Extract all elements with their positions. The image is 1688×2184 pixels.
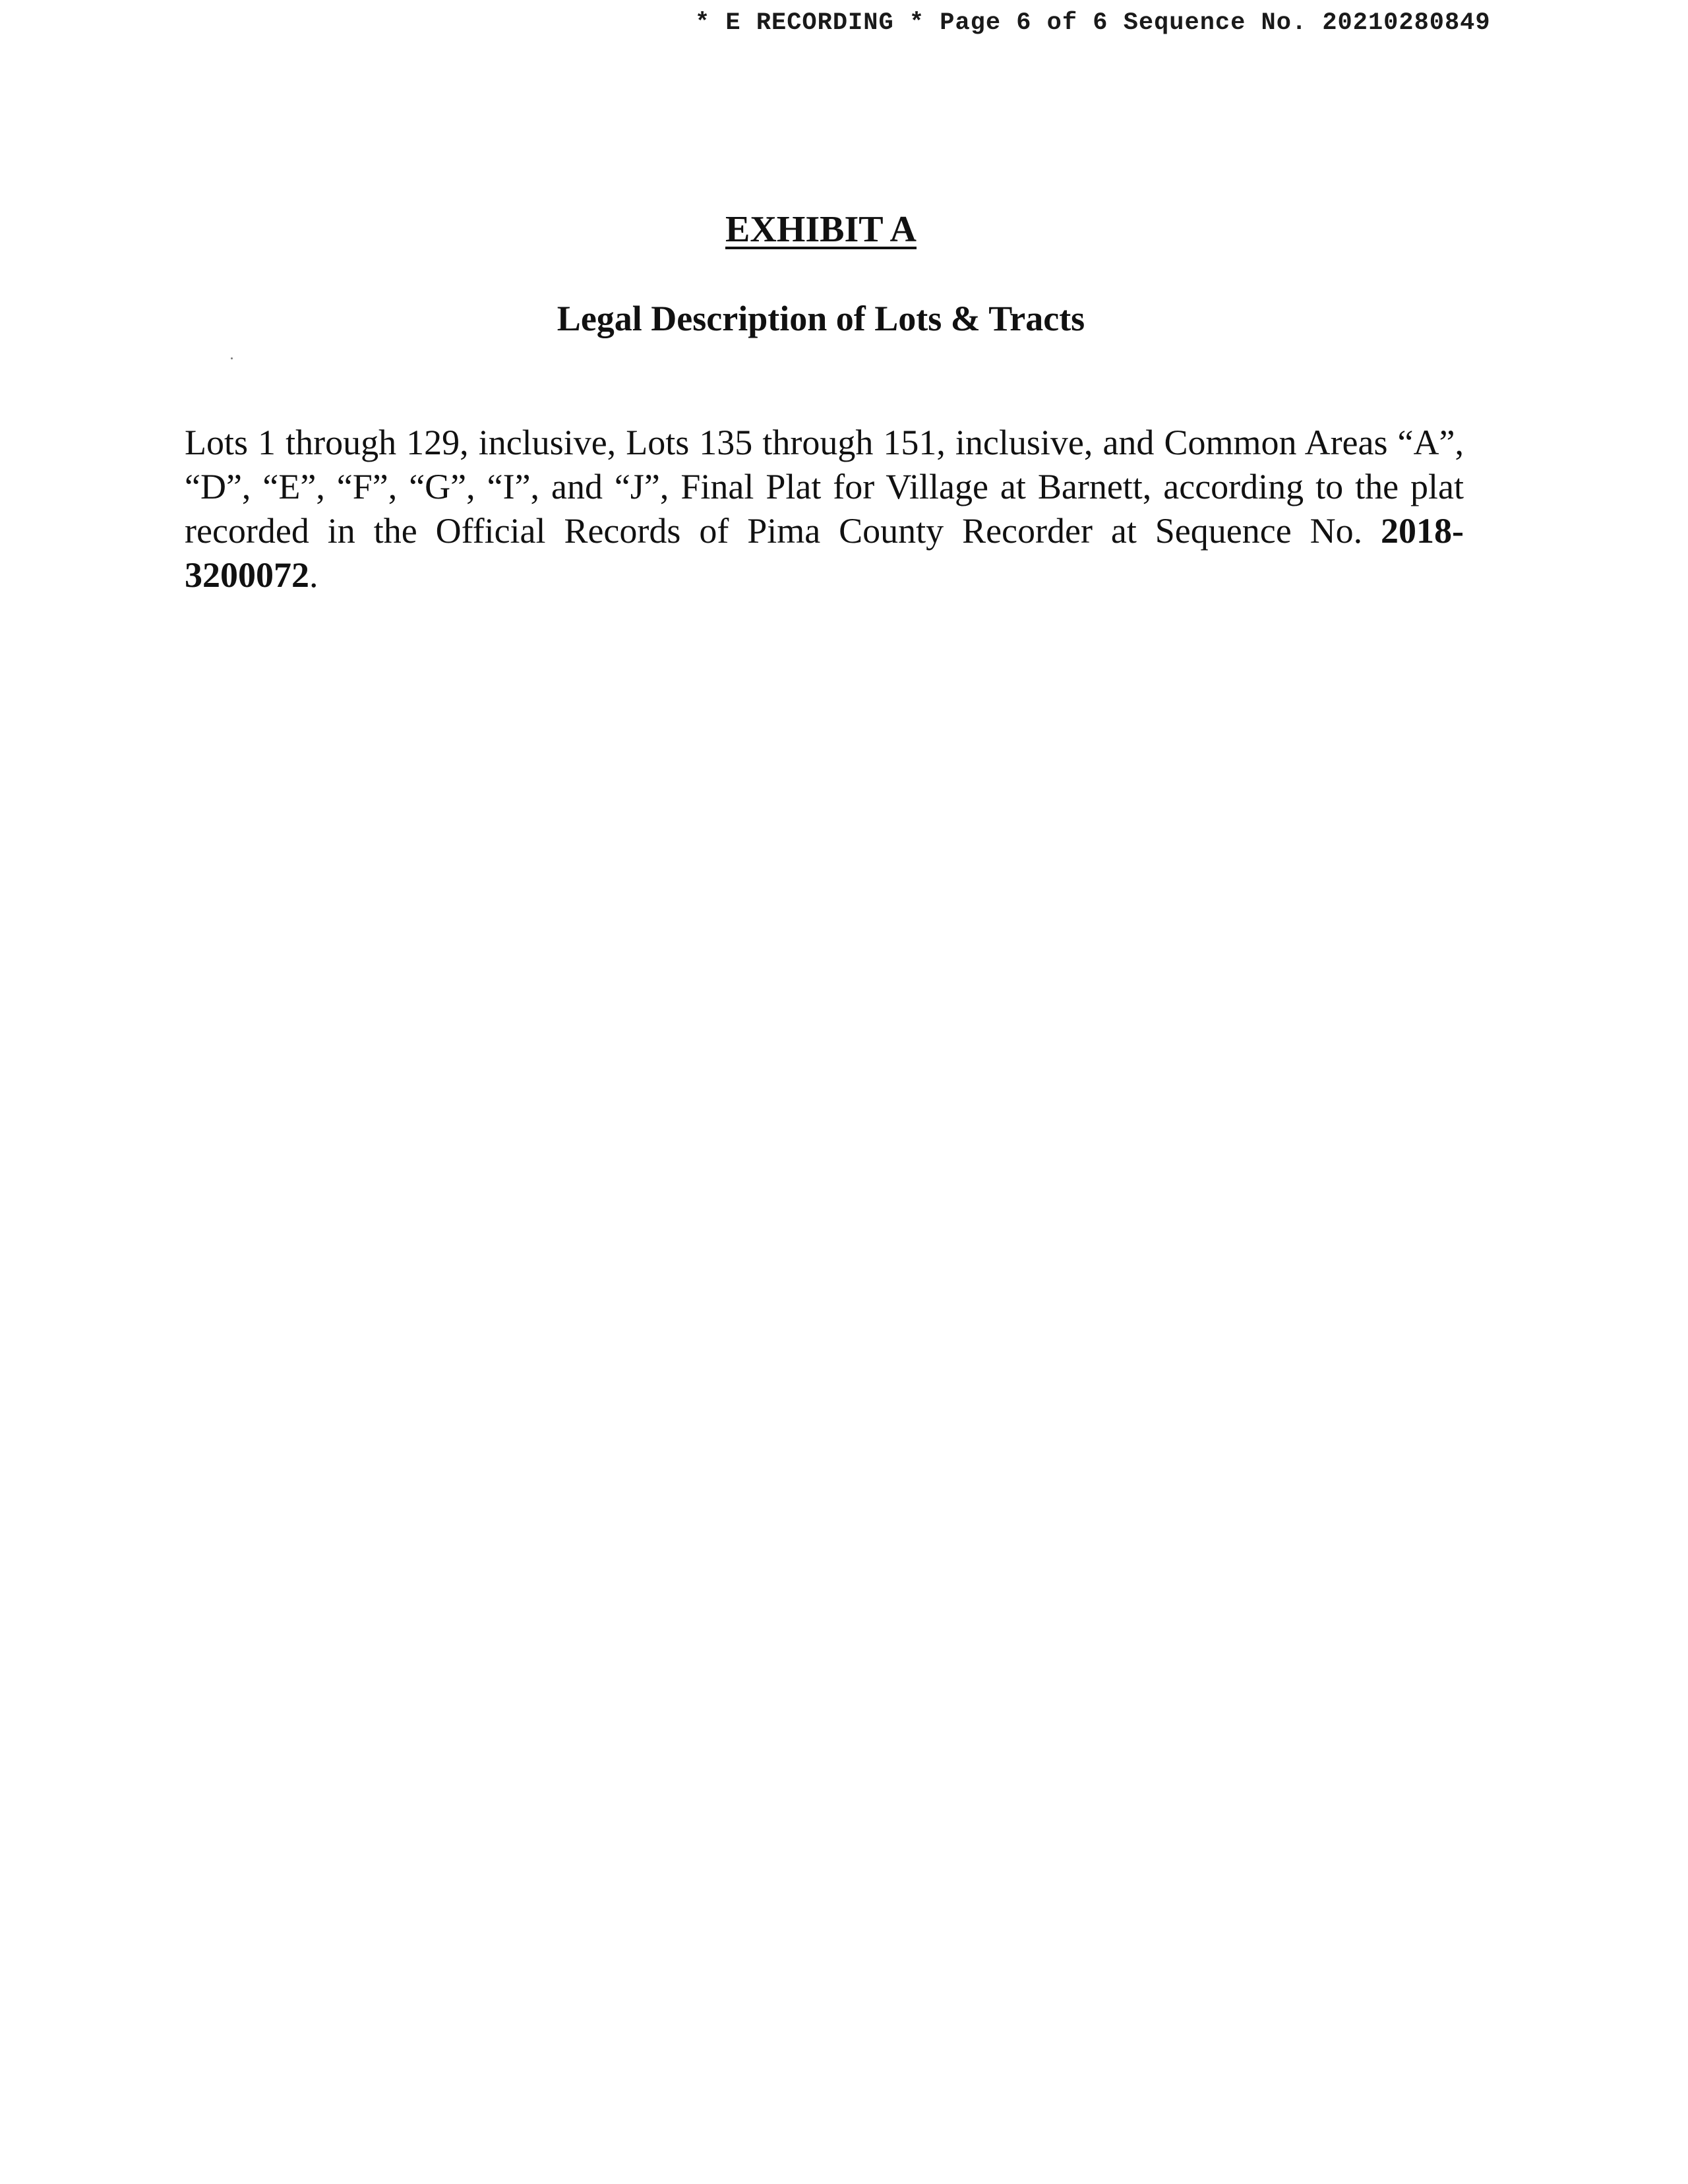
- exhibit-title: EXHIBIT A: [725, 209, 917, 250]
- exhibit-subtitle: Legal Description of Lots & Tracts: [557, 299, 1085, 338]
- scan-speck: [231, 357, 233, 359]
- legal-description-end: .: [309, 555, 318, 595]
- legal-description-text: Lots 1 through 129, inclusive, Lots 135 through 151, inclusive, and Common Areas “A”, “D”, “E”, “F”, “G”, “I”, and “J”, Final Plat for Village at Barnett, according to the plat recorded in the Official Records of Pima County Recorder at Sequence No.: [185, 423, 1464, 551]
- legal-description: [185, 421, 1464, 597]
- plat-sequence-number: 2018-3200072: [185, 511, 1464, 595]
- recording-header: * E RECORDING * Page 6 of 6 Sequence No. 20210280849: [695, 9, 1491, 37]
